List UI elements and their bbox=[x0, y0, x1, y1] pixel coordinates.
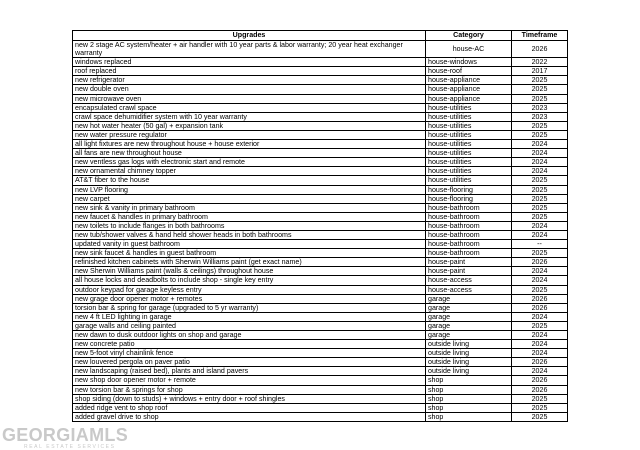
upgrade-cell: added gravel drive to shop bbox=[73, 412, 426, 421]
timeframe-cell: 2024 bbox=[512, 340, 568, 349]
timeframe-cell: 2024 bbox=[512, 349, 568, 358]
timeframe-cell: 2025 bbox=[512, 85, 568, 94]
table-row bbox=[73, 203, 568, 212]
category-cell: shop bbox=[426, 394, 512, 403]
timeframe-cell: 2025 bbox=[512, 249, 568, 258]
table-row bbox=[73, 221, 568, 230]
upgrade-cell: new concrete patio bbox=[73, 340, 426, 349]
table-row bbox=[73, 403, 568, 412]
timeframe-cell: -- bbox=[512, 240, 568, 249]
upgrade-cell: new water pressure regulator bbox=[73, 130, 426, 139]
category-cell: house-utilities bbox=[426, 176, 512, 185]
category-cell: house-bathroom bbox=[426, 230, 512, 239]
georgia-mls-logo bbox=[2, 425, 132, 449]
upgrade-cell: torsion bar & spring for garage (upgraded to 5 yr warranty) bbox=[73, 303, 426, 312]
table-row bbox=[73, 58, 568, 67]
table-row bbox=[73, 385, 568, 394]
category-cell: house-utilities bbox=[426, 167, 512, 176]
table-row bbox=[73, 176, 568, 185]
category-cell: house-bathroom bbox=[426, 212, 512, 221]
timeframe-cell: 2025 bbox=[512, 412, 568, 421]
timeframe-cell: 2024 bbox=[512, 167, 568, 176]
upgrade-cell: new 5-foot vinyl chainlink fence bbox=[73, 349, 426, 358]
table-row bbox=[73, 112, 568, 121]
category-cell: garage bbox=[426, 312, 512, 321]
timeframe-cell: 2025 bbox=[512, 94, 568, 103]
timeframe-cell: 2025 bbox=[512, 285, 568, 294]
table-row bbox=[73, 303, 568, 312]
timeframe-cell: 2024 bbox=[512, 230, 568, 239]
upgrade-cell: new LVP flooring bbox=[73, 185, 426, 194]
category-cell: house-appliance bbox=[426, 94, 512, 103]
table-row bbox=[73, 258, 568, 267]
upgrade-cell: new grage door opener motor + remotes bbox=[73, 294, 426, 303]
timeframe-cell: 2024 bbox=[512, 331, 568, 340]
upgrade-cell: new shop door opener motor + remote bbox=[73, 376, 426, 385]
category-cell: house-bathroom bbox=[426, 249, 512, 258]
category-cell: shop bbox=[426, 385, 512, 394]
timeframe-cell: 2024 bbox=[512, 149, 568, 158]
header-timeframe: Timeframe bbox=[512, 31, 568, 41]
upgrade-cell: windows replaced bbox=[73, 58, 426, 67]
category-cell: house-windows bbox=[426, 58, 512, 67]
table-row bbox=[73, 331, 568, 340]
timeframe-cell: 2025 bbox=[512, 185, 568, 194]
timeframe-cell: 2024 bbox=[512, 367, 568, 376]
category-cell: outside living bbox=[426, 340, 512, 349]
upgrade-cell: new sink faucet & handles in guest bathroom bbox=[73, 249, 426, 258]
table-row bbox=[73, 267, 568, 276]
category-cell: garage bbox=[426, 331, 512, 340]
timeframe-cell: 2024 bbox=[512, 276, 568, 285]
timeframe-cell: 2025 bbox=[512, 403, 568, 412]
table-row bbox=[73, 194, 568, 203]
upgrade-cell: new tub/shower valves & hand held shower heads in both bathrooms bbox=[73, 230, 426, 239]
timeframe-cell: 2024 bbox=[512, 267, 568, 276]
upgrade-cell: new double oven bbox=[73, 85, 426, 94]
upgrade-cell: garage walls and ceiling painted bbox=[73, 321, 426, 330]
timeframe-cell: 2017 bbox=[512, 67, 568, 76]
upgrade-cell: AT&T fiber to the house bbox=[73, 176, 426, 185]
timeframe-cell: 2026 bbox=[512, 41, 568, 58]
timeframe-cell: 2025 bbox=[512, 76, 568, 85]
category-cell: shop bbox=[426, 403, 512, 412]
category-cell: garage bbox=[426, 303, 512, 312]
category-cell: house-bathroom bbox=[426, 203, 512, 212]
category-cell: house-utilities bbox=[426, 140, 512, 149]
category-cell: house-bathroom bbox=[426, 221, 512, 230]
table-row bbox=[73, 149, 568, 158]
category-cell: house-utilities bbox=[426, 130, 512, 139]
table-row bbox=[73, 240, 568, 249]
table-row bbox=[73, 276, 568, 285]
category-cell: garage bbox=[426, 294, 512, 303]
upgrade-cell: updated vanity in guest bathroom bbox=[73, 240, 426, 249]
timeframe-cell: 2025 bbox=[512, 130, 568, 139]
timeframe-cell: 2025 bbox=[512, 212, 568, 221]
category-cell: house-utilities bbox=[426, 121, 512, 130]
timeframe-cell: 2026 bbox=[512, 258, 568, 267]
timeframe-cell: 2025 bbox=[512, 203, 568, 212]
table-row bbox=[73, 94, 568, 103]
upgrades-table bbox=[72, 30, 568, 422]
table-body bbox=[73, 41, 568, 422]
upgrade-cell: new microwave oven bbox=[73, 94, 426, 103]
timeframe-cell: 2024 bbox=[512, 158, 568, 167]
table-row bbox=[73, 312, 568, 321]
category-cell: outside living bbox=[426, 358, 512, 367]
category-cell: house-AC bbox=[426, 41, 512, 58]
table-row bbox=[73, 41, 568, 58]
category-cell: outside living bbox=[426, 367, 512, 376]
timeframe-cell: 2025 bbox=[512, 394, 568, 403]
category-cell: shop bbox=[426, 376, 512, 385]
category-cell: house-appliance bbox=[426, 76, 512, 85]
upgrade-cell: all house locks and deadbolts to include shop - single key entry bbox=[73, 276, 426, 285]
timeframe-cell: 2025 bbox=[512, 194, 568, 203]
table-row bbox=[73, 376, 568, 385]
upgrade-cell: new landscaping (raised bed), plants and island pavers bbox=[73, 367, 426, 376]
upgrade-cell: new ventless gas logs with electronic start and remote bbox=[73, 158, 426, 167]
table-row bbox=[73, 394, 568, 403]
table-row bbox=[73, 130, 568, 139]
category-cell: house-flooring bbox=[426, 185, 512, 194]
upgrade-cell: new 2 stage AC system/heater + air handler with 10 year parts & labor warranty; 20 year heat exchanger warranty bbox=[73, 41, 426, 58]
table-row bbox=[73, 103, 568, 112]
logo-tagline: REAL ESTATE SERVICES bbox=[24, 444, 116, 450]
table-row bbox=[73, 67, 568, 76]
table-row bbox=[73, 367, 568, 376]
table-row bbox=[73, 358, 568, 367]
table-row bbox=[73, 340, 568, 349]
upgrade-cell: shop siding (down to studs) + windows + entry door + roof shingles bbox=[73, 394, 426, 403]
category-cell: house-flooring bbox=[426, 194, 512, 203]
upgrade-cell: new faucet & handles in primary bathroom bbox=[73, 212, 426, 221]
category-cell: house-utilities bbox=[426, 103, 512, 112]
upgrade-cell: new torsion bar & springs for shop bbox=[73, 385, 426, 394]
header-upgrades: Upgrades bbox=[73, 31, 426, 41]
header-category: Category bbox=[426, 31, 512, 41]
upgrade-cell: all light fixtures are new throughout house + house exterior bbox=[73, 140, 426, 149]
upgrade-cell: new carpet bbox=[73, 194, 426, 203]
table-row bbox=[73, 121, 568, 130]
upgrade-cell: encapsulated crawl space bbox=[73, 103, 426, 112]
category-cell: outside living bbox=[426, 349, 512, 358]
upgrade-cell: new hot water heater (50 gal) + expansion tank bbox=[73, 121, 426, 130]
table-row bbox=[73, 167, 568, 176]
table-header-row bbox=[73, 31, 568, 41]
timeframe-cell: 2022 bbox=[512, 58, 568, 67]
category-cell: house-access bbox=[426, 276, 512, 285]
category-cell: house-access bbox=[426, 285, 512, 294]
table-row bbox=[73, 321, 568, 330]
timeframe-cell: 2025 bbox=[512, 121, 568, 130]
category-cell: house-bathroom bbox=[426, 240, 512, 249]
table-row bbox=[73, 294, 568, 303]
timeframe-cell: 2024 bbox=[512, 221, 568, 230]
upgrade-cell: new ornamental chimney topper bbox=[73, 167, 426, 176]
timeframe-cell: 2026 bbox=[512, 385, 568, 394]
table-row bbox=[73, 140, 568, 149]
category-cell: house-paint bbox=[426, 258, 512, 267]
table-row bbox=[73, 185, 568, 194]
upgrade-cell: new toilets to include flanges in both bathrooms bbox=[73, 221, 426, 230]
upgrade-cell: new dawn to dusk outdoor lights on shop and garage bbox=[73, 331, 426, 340]
upgrade-cell: new refrigerator bbox=[73, 76, 426, 85]
table-row bbox=[73, 76, 568, 85]
upgrade-cell: new louvered pergola on paver patio bbox=[73, 358, 426, 367]
table-row bbox=[73, 349, 568, 358]
upgrade-cell: new Sherwin Williams paint (walls & ceilings) throughout house bbox=[73, 267, 426, 276]
table-row bbox=[73, 212, 568, 221]
timeframe-cell: 2024 bbox=[512, 140, 568, 149]
upgrade-cell: outdoor keypad for garage keyless entry bbox=[73, 285, 426, 294]
table-row bbox=[73, 412, 568, 421]
logo-brand-text: GEORGIAMLS bbox=[2, 425, 129, 445]
timeframe-cell: 2026 bbox=[512, 376, 568, 385]
category-cell: house-roof bbox=[426, 67, 512, 76]
table-row bbox=[73, 85, 568, 94]
category-cell: house-appliance bbox=[426, 85, 512, 94]
timeframe-cell: 2025 bbox=[512, 321, 568, 330]
upgrade-cell: new 4 ft LED lighting in garage bbox=[73, 312, 426, 321]
upgrade-cell: new sink & vanity in primary bathroom bbox=[73, 203, 426, 212]
upgrade-cell: roof replaced bbox=[73, 67, 426, 76]
upgrade-cell: crawl space dehumidifier system with 10 year warranty bbox=[73, 112, 426, 121]
category-cell: house-utilities bbox=[426, 112, 512, 121]
table-row bbox=[73, 285, 568, 294]
upgrade-cell: refinished kitchen cabinets with Sherwin Williams paint (get exact name) bbox=[73, 258, 426, 267]
category-cell: house-utilities bbox=[426, 158, 512, 167]
category-cell: garage bbox=[426, 321, 512, 330]
timeframe-cell: 2026 bbox=[512, 294, 568, 303]
timeframe-cell: 2023 bbox=[512, 103, 568, 112]
category-cell: house-utilities bbox=[426, 149, 512, 158]
timeframe-cell: 2023 bbox=[512, 112, 568, 121]
timeframe-cell: 2026 bbox=[512, 303, 568, 312]
timeframe-cell: 2025 bbox=[512, 176, 568, 185]
timeframe-cell: 2024 bbox=[512, 312, 568, 321]
table-row bbox=[73, 249, 568, 258]
upgrade-cell: all fans are new throughout house bbox=[73, 149, 426, 158]
table-row bbox=[73, 158, 568, 167]
upgrade-cell: added ridge vent to shop roof bbox=[73, 403, 426, 412]
category-cell: house-paint bbox=[426, 267, 512, 276]
category-cell: shop bbox=[426, 412, 512, 421]
table-row bbox=[73, 230, 568, 239]
timeframe-cell: 2026 bbox=[512, 358, 568, 367]
